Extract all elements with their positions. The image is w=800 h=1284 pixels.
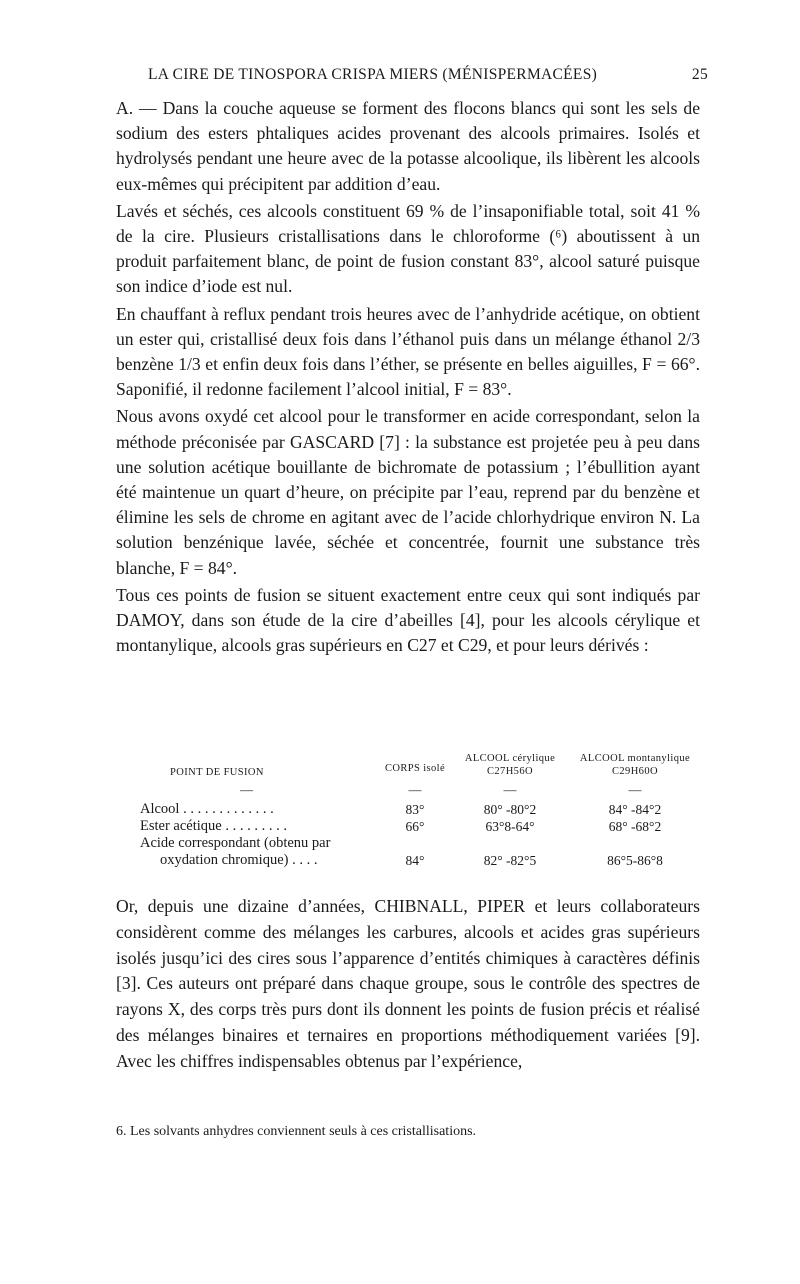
- dash-mark: —: [628, 782, 642, 797]
- running-header: [148, 66, 708, 84]
- row-label: Acide correspondant (obtenu par: [140, 835, 331, 851]
- table-row: [140, 801, 700, 818]
- header-alcool-cerylique: ALCOOL cérylique C27H56O: [464, 753, 556, 777]
- paragraph-chibnall: Or, depuis une dizaine d’années, CHIBNALL, PIPER et leurs collaborateurs considèrent comme des mélanges les carbures, alcools et acides gras supérieurs isolés jusqu’ici des cires sous l’apparence d’entités chimiques à caractères définis [3]. Ces auteurs ont préparé dans chaque groupe, sous le contrôle des spectres de rayons X, des corps très purs dont ils donnent les points de fusion précis et réalisé des mélanges binaires et ternaires en proportions méthodiquement variées [9]. Avec les chiffres indispensables obtenus par l’expérience,: [116, 896, 700, 1071]
- body-text: [116, 96, 700, 660]
- dash-mark: —: [408, 782, 422, 797]
- paragraph-a: A. — Dans la couche aqueuse se forment des flocons blancs qui sont les sels de sodium des esters phtaliques acides provenant des alcools primaires. Isolés et hydrolysés pendant une heure avec de la potasse alcoolique, ils libèrent les alcools eux-mêmes qui précipitent par addition d’eau.: [116, 98, 700, 194]
- cell-corps: [380, 835, 450, 852]
- table-row: [140, 818, 700, 835]
- paragraph-laves: Lavés et séchés, ces alcools constituent 69 % de l’insaponifiable total, soit 41 % de la cire. Plusieurs cristallisations dans le chloroforme (⁶) aboutissent à un produit parfaitement blanc, de point de fusion constant 83°, alcool saturé puisque son indice d’iode est nul.: [116, 200, 700, 297]
- cell-montanylique: [570, 835, 700, 852]
- melting-point-table: [140, 752, 700, 869]
- paragraph-oxyde: Nous avons oxydé cet alcool pour le transformer en acide correspondant, selon la méthode préconisée par GASCARD [7] : la substance est projetée peu à peu dans une solution acétique bouillante de bichromate de potassium ; l’ébullition ayant été maintenue un quart d’heure, on précipite par l’eau, reprend par du benzène et élimine les sels de chrome en agitant avec de l’acide chlorhydrique environ N. La solution benzénique lavée, séchée et concentrée, fournit une substance très blanche, F = 84°.: [116, 406, 700, 578]
- dash-mark: —: [240, 782, 253, 797]
- cell-cerylique: 82° -82°5: [483, 853, 537, 868]
- row-label: Ester acétique . . . . . . . . .: [140, 818, 287, 834]
- cell-corps: 84°: [405, 853, 425, 868]
- header-rule-row: [140, 779, 700, 801]
- cell-cerylique: 80° -80°2: [483, 802, 537, 817]
- row-label: oxydation chromique) . . . .: [160, 852, 318, 868]
- table-row: [140, 852, 700, 869]
- cell-corps: 66°: [405, 819, 425, 834]
- header-alcool-montanylique: ALCOOL montanylique C29H60O: [579, 753, 691, 777]
- cell-montanylique: 68° -68°2: [608, 819, 662, 834]
- header-point-de-fusion: POINT DE FUSION: [170, 767, 264, 778]
- cell-cerylique: 63°8-64°: [485, 819, 535, 834]
- page-number: 25: [691, 66, 708, 83]
- row-label: Alcool . . . . . . . . . . . . .: [140, 801, 274, 817]
- cell-corps: 83°: [405, 802, 425, 817]
- cell-montanylique: 86°5-86°8: [607, 853, 663, 868]
- table-row: [140, 835, 700, 852]
- paragraph-chauffant: En chauffant à reflux pendant trois heures avec de l’anhydride acétique, on obtient un ester qui, cristallisé deux fois dans l’éthanol puis dans un mélange éthanol 2/3 benzène 1/3 et enfin deux fois dans l’éther, se présente en belles aiguilles, F = 66°. Saponifié, il redonne facilement l’alcool initial, F = 83°.: [116, 303, 700, 400]
- header-corps-isole: CORPS isolé: [384, 763, 446, 774]
- cell-montanylique: 84° -84°2: [608, 802, 662, 817]
- running-title: LA CIRE DE TINOSPORA CRISPA MIERS (MÉNISPERMACÉES): [148, 66, 598, 83]
- dash-mark: —: [503, 782, 517, 797]
- footnote: 6. Les solvants anhydres conviennent seuls à ces cristallisations.: [116, 1124, 477, 1139]
- paragraph-points-fusion: Tous ces points de fusion se situent exactement entre ceux qui sont indiqués par DAMOY, dans son étude de la cire d’abeilles [4], pour les alcools cérylique et montanylique, alcools gras supérieurs en C27 et C29, et pour leurs dérivés :: [116, 584, 700, 656]
- cell-cerylique: [450, 835, 570, 852]
